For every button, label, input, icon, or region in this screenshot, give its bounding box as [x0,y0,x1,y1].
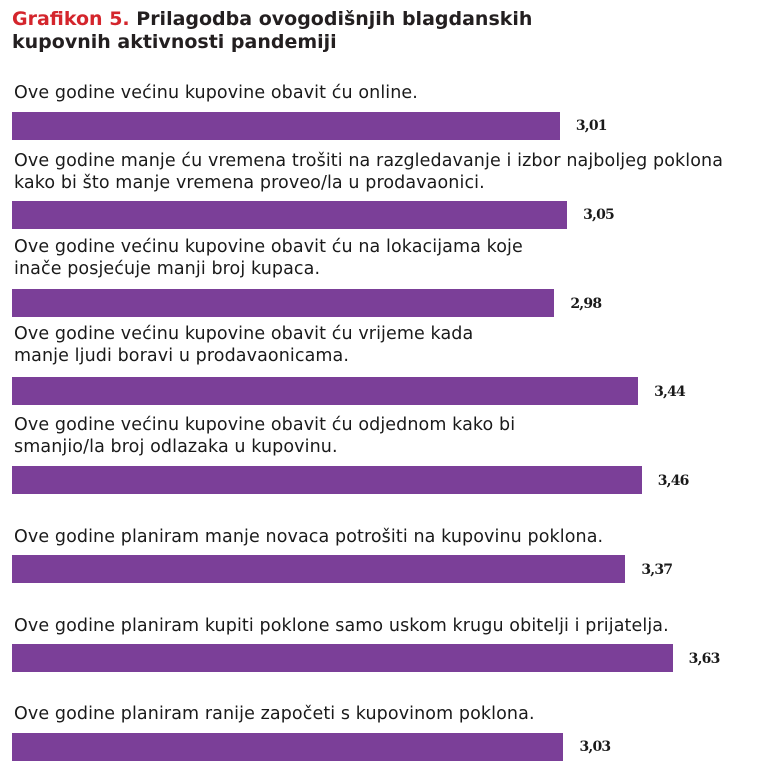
category-label-2: Ove godine manje ću vremena trošiti na razgledavanje i izbor najboljeg poklona kako bi što manje vremena proveo/la u prodavaonici. [14,151,724,193]
chart-title [12,8,612,54]
value-label-1: 3,01 [575,118,607,134]
bar-8 [12,733,563,761]
chart-title-text: Prilagodba ovogodišnjih blagdanskih kupovnih aktivnosti pandemiji [12,8,533,53]
value-label-3: 2,98 [570,296,602,312]
bar-4 [12,377,638,405]
bar-3 [12,289,554,317]
category-label-3: Ove godine većinu kupovine obavit ću na lokacijama koje inače posjećuje manji broj kupaca. [14,237,523,279]
value-label-8: 3,03 [579,739,611,755]
value-label-2: 3,05 [583,207,614,223]
bar-1 [12,112,560,140]
value-label-7: 3,63 [688,651,720,667]
value-label-4: 3,44 [654,384,685,400]
category-label-1: Ove godine većinu kupovine obavit ću online. [14,83,418,103]
bar-7 [12,644,673,672]
category-label-8: Ove godine planiram ranije započeti s kupovinom poklona. [14,704,535,724]
bar-5 [12,466,642,494]
bar-6 [12,555,625,583]
value-label-6: 3,37 [641,562,673,578]
category-label-4: Ove godine većinu kupovine obavit ću vrijeme kada manje ljudi boravi u prodavaonicama. [14,324,474,366]
bar-2 [12,201,567,229]
value-label-5: 3,46 [657,473,689,489]
category-label-7: Ove godine planiram kupiti poklone samo uskom krugu obitelji i prijatelja. [14,616,669,636]
category-label-5: Ove godine većinu kupovine obavit ću odjednom kako bi smanjio/la broj odlazaka u kupovinu. [14,415,516,457]
category-label-6: Ove godine planiram manje novaca potrošiti na kupovinu poklona. [14,527,604,547]
figure-number: Grafikon 5. [12,8,130,30]
